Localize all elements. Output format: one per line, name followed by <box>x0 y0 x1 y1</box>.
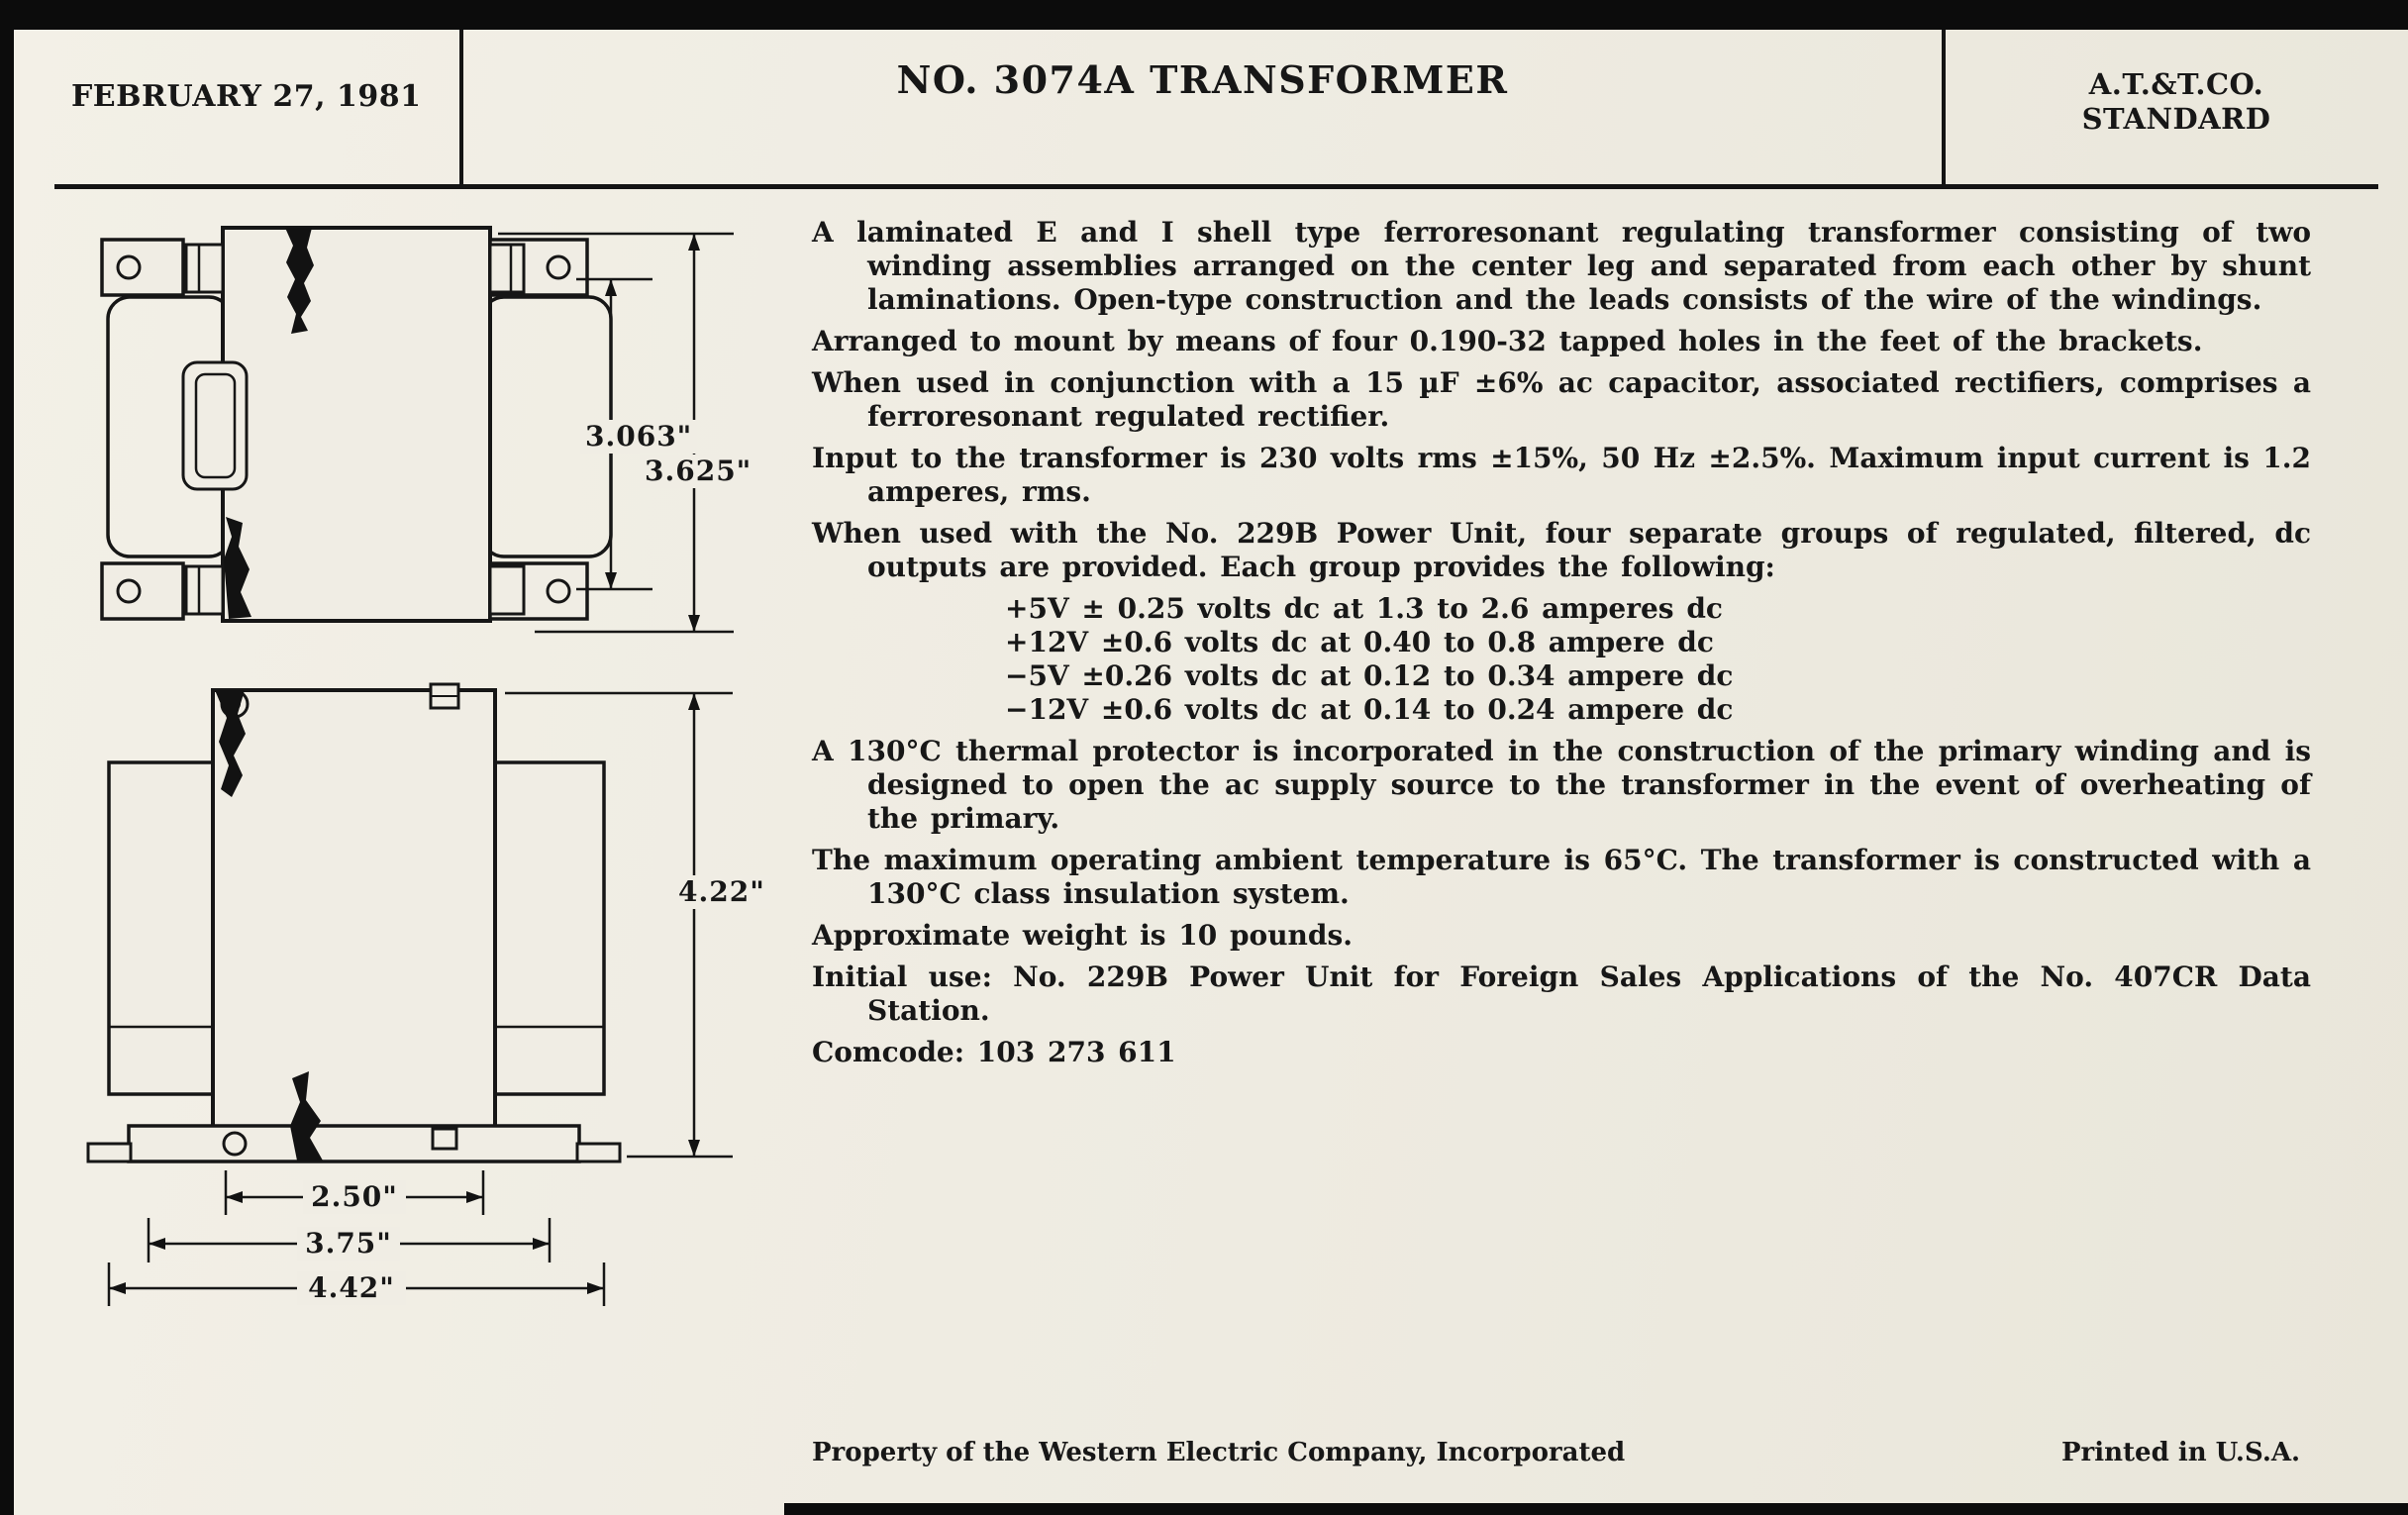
spec-paragraph: Arranged to mount by means of four 0.190-32 tapped holes in the feet of the brackets. <box>812 325 2203 357</box>
dimension-label-side-height: 4.22" <box>673 875 770 909</box>
spec-paragraph comcode-line: Comcode: 103 273 611 <box>812 1036 1176 1068</box>
output-rating: −5V ±0.26 volts dc at 0.12 to 0.34 ampere dc <box>1005 659 1734 692</box>
dimension-label-side-overall-width: 4.42" <box>297 1271 406 1305</box>
output-rating: +5V ± 0.25 volts dc at 1.3 to 2.6 amperes dc <box>1005 592 1723 625</box>
output-rating: +12V ±0.6 volts dc at 0.40 to 0.8 ampere dc <box>1005 626 1714 658</box>
dimension-label-side-feet-width: 3.75" <box>297 1227 400 1261</box>
spec-paragraph: Input to the transformer is 230 volts rms ±15%, 50 Hz ±2.5%. Maximum input current is 1.2 amperes, rms. <box>812 442 2311 508</box>
property-notice: Property of the Western Electric Company, Incorporated <box>812 1438 1626 1467</box>
specification-text <box>812 216 2311 1077</box>
spec-paragraph: Initial use: No. 229B Power Unit for Foreign Sales Applications of the No. 407CR Data Station. <box>812 960 2311 1027</box>
scan-edge-left <box>0 0 14 1515</box>
header-divider-left <box>459 30 463 186</box>
dimension-label-side-core-width: 2.50" <box>303 1180 406 1214</box>
output-rating: −12V ±0.6 volts dc at 0.14 to 0.24 ampere dc <box>1005 693 1734 726</box>
page-title: NO. 3074A TRANSFORMER <box>896 57 1509 102</box>
spec-paragraph: When used in conjunction with a 15 µF ±6% ac capacitor, associated rectifiers, comprises a ferroresonant regulated rectifier. <box>812 366 2311 433</box>
dimension-label-front-overall-height: 3.625" <box>640 454 756 488</box>
standard-line-2: STANDARD <box>2081 102 2271 136</box>
standard-line-1: A.T.&T.CO. <box>2088 67 2264 101</box>
document-date: FEBRUARY 27, 1981 <box>71 79 422 114</box>
scan-edge-top <box>0 0 2408 30</box>
scan-edge-bottom <box>784 1503 2408 1515</box>
header-rule <box>54 184 2378 189</box>
output-ratings-list <box>1005 592 2311 727</box>
header-divider-right <box>1942 30 1946 186</box>
transformer-side-view-drawing <box>84 678 767 1317</box>
dimension-label-front-inner-height: 3.063" <box>580 420 697 454</box>
spec-paragraph: A laminated E and I shell type ferroresonant regulating transformer consisting of two winding assemblies arranged on the center leg and separated from each other by shunt laminations. Open-type construction and the leads consists of the wire of the windings. <box>812 216 2311 316</box>
printed-in-usa: Printed in U.S.A. <box>2061 1438 2301 1467</box>
spec-paragraph: When used with the No. 229B Power Unit, four separate groups of regulated, filtered, dc outputs are provided. Each group provides the following: <box>812 517 2311 583</box>
spec-paragraph: Approximate weight is 10 pounds. <box>812 919 1353 952</box>
spec-paragraph: The maximum operating ambient temperature is 65°C. The transformer is constructed with a 130°C class insulation system. <box>812 844 2311 910</box>
spec-paragraph: A 130°C thermal protector is incorporated in the construction of the primary winding and is designed to open the ac supply source to the transformer in the event of overheating of the primary. <box>812 735 2311 835</box>
standard-designation <box>1949 67 2404 137</box>
